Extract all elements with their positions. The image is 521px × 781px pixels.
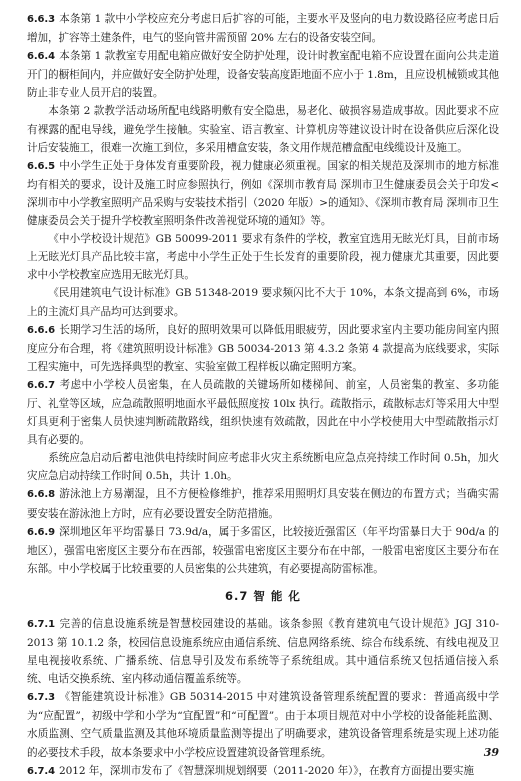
clause-number: 6.6.8: [27, 489, 55, 501]
clause-text: 系统应急启动后蓄电池供电持续时间应考虑非火灾主系统断电应急点亮持续工作时间 0.5h，加火灾应急启动持续工作时间 0.5h，共计 1.0h。: [27, 452, 499, 483]
clause-text: 《中小学校设计规范》GB 50099-2011 要求有条件的学校，教室宜选用无眩光灯具，目前市场上无眩光灯具产品比较丰富，考虑中小学生正处于生长发育的重要阶段，视力健康尤其重要，因此要求中小学校教室应选用无眩光灯具。: [27, 233, 499, 282]
clause-text: 游泳池上方易潮湿，且不方便检修维护，推荐采用照明灯具安装在侧边的布置方式；当确实需要安装在游泳池上方时，应有必要设置安全防范措施。: [27, 488, 499, 520]
clause-paragraph: [27, 157, 499, 230]
clause-paragraph: [27, 615, 499, 688]
clause-paragraph: [27, 10, 499, 47]
clause-text: 本条第 1 款教室专用配电箱应做好安全防护处理，设计时教室配电箱不应设置在面向公共走道开门的橱柜间内，并应做好安全防护处理，设备安装高度距地面不应小于 1.8m，且应设机械锁或其他防止非专业人员开启的装置。: [27, 50, 499, 100]
clause-paragraph: [27, 449, 499, 485]
clause-group-6-7: [27, 615, 499, 781]
clause-number: 6.7.3: [27, 692, 55, 704]
clause-text: 长期学习生活的场所，良好的照明效果可以降低用眼疲劳，因此要求室内主要功能房间室内照度应分布合理，将《建筑照明设计标准》GB 50034-2013 第 4.3.2 条第 4 款提高为底线要求，实际工程实施中，可先选择典型的教室、实验室做工程样板以确定照明方案。: [27, 323, 499, 373]
clause-number: 6.6.6: [27, 324, 55, 336]
clause-number: 6.6.3: [27, 14, 55, 25]
clause-paragraph: [27, 47, 499, 102]
clause-number: 6.6.5: [27, 160, 55, 172]
clause-group-6-6: [27, 10, 499, 578]
clause-number: 6.7.1: [27, 618, 55, 630]
clause-number: 6.6.7: [27, 379, 55, 391]
clause-paragraph: [27, 230, 499, 284]
clause-text: 考虑中小学校人员密集，在人员疏散的关键场所如楼梯间、前室，人员密集的教室、多功能厅、礼堂等区域，应急疏散照明地面水平最低照度按 10lx 执行。疏散指示，疏散标志灯等采用大中型灯具更利于密集人员快速判断疏散路线，组织快速有效疏散，因此在中小学校使用大中型疏散指示灯具有必要的。: [27, 378, 499, 447]
clause-text: 2012 年，深圳市发布了《智慧深圳规划纲要（2011-2020 年）》，在教育方面提出要实施: [58, 764, 474, 777]
clause-paragraph: [27, 284, 499, 320]
clause-paragraph: [27, 688, 499, 761]
clause-number: 6.7.4: [27, 765, 55, 777]
clause-paragraph: [27, 102, 499, 156]
page-body: [27, 10, 499, 781]
clause-text: 《智能建筑设计标准》GB 50314-2015 中对建筑设备管理系统配置的要求：普通高级中学为“应配置”，初级中学和小学为“宜配置”和“可配置”。由于本项目规范对中小学校的设备能耗监测、水质监测、空气质量监测及其他环境质量监测等提出了明确要求，建筑设备管理系统是实现上述功能的必要技术手段，故本条要求中小学校应设置建筑设备管理系统。: [27, 691, 499, 759]
clause-number: 6.6.4: [27, 51, 55, 63]
clause-paragraph: [27, 321, 499, 376]
clause-text: 本条第 1 款中小学校应充分考虑日后扩容的可能，主要水平及竖向的电力数设路径应考虑日后增加，扩容等土建条件，电气的竖向管井需预留 20% 左右的设备安装空间。: [27, 13, 499, 45]
clause-text: 本条第 2 款教学活动场所配电线路明敷有安全隐患，易老化、破损容易造成事故。因此要求不应有裸露的配电导线，避免学生接触。实验室、语言教室、计算机房等建议设计时在设备供应后深化设计后安装施工，很难一次施工到位，多采用槽盒安装，条文用作规范槽盒配电线缆设计及施工。: [27, 105, 499, 154]
clause-paragraph: [27, 762, 499, 781]
clause-paragraph: [27, 523, 499, 578]
clause-text: 《民用建筑电气设计标准》GB 51348-2019 要求频闪比不大于 10%，本条文提高到 6%，市场上的主流灯具产品均可达到要求。: [27, 287, 499, 318]
section-heading: 6.7 智 能 化: [225, 588, 301, 603]
clause-text: 深圳地区年平均雷暴日 73.9d/a，属于多雷区，比较接近强雷区（年平均雷暴日大于 90d/a 的地区），强雷电密度区主要分布在西部，较强雷电密度区主要分布在中部，一般雷电密度区主要分布在东部。中小学校属于比较重要的人员密集的公共建筑，有必要提高防雷标准。: [27, 525, 499, 575]
clause-text: 中小学生正处于身体发育重要阶段，视力健康必须重视。国家的相关规范及深圳市的地方标准均有相关的要求，设计及施工时应参照执行，例如《深圳市教育局 深圳市卫生健康委员会关于印发<深圳市中小学教室照明产品采购与安装技术指引（2020 年版）>的通知》、《深圳市教育局 深圳市卫生健康委员会关于提升学校教室照明条件改善视觉环境的通知》等。: [27, 159, 500, 228]
clause-paragraph: [27, 376, 499, 449]
clause-paragraph: [27, 485, 499, 522]
clause-number: 6.6.9: [27, 526, 55, 538]
page-number: 39: [483, 746, 499, 759]
clause-text: 完善的信息设施系统是智慧校园建设的基础。该条参照《教育建筑电气设计规范》JGJ 310-2013 第 10.1.2 条，校园信息设施系统应由通信系统、信息网络系统、综合布线系统、有线电视及卫星电视接收系统、广播系统、信息导引及发布系统等子系统组成。其中通信系统又包括通信接入系统、电话交换系统、室内移动通信覆盖系统等。: [27, 617, 499, 686]
